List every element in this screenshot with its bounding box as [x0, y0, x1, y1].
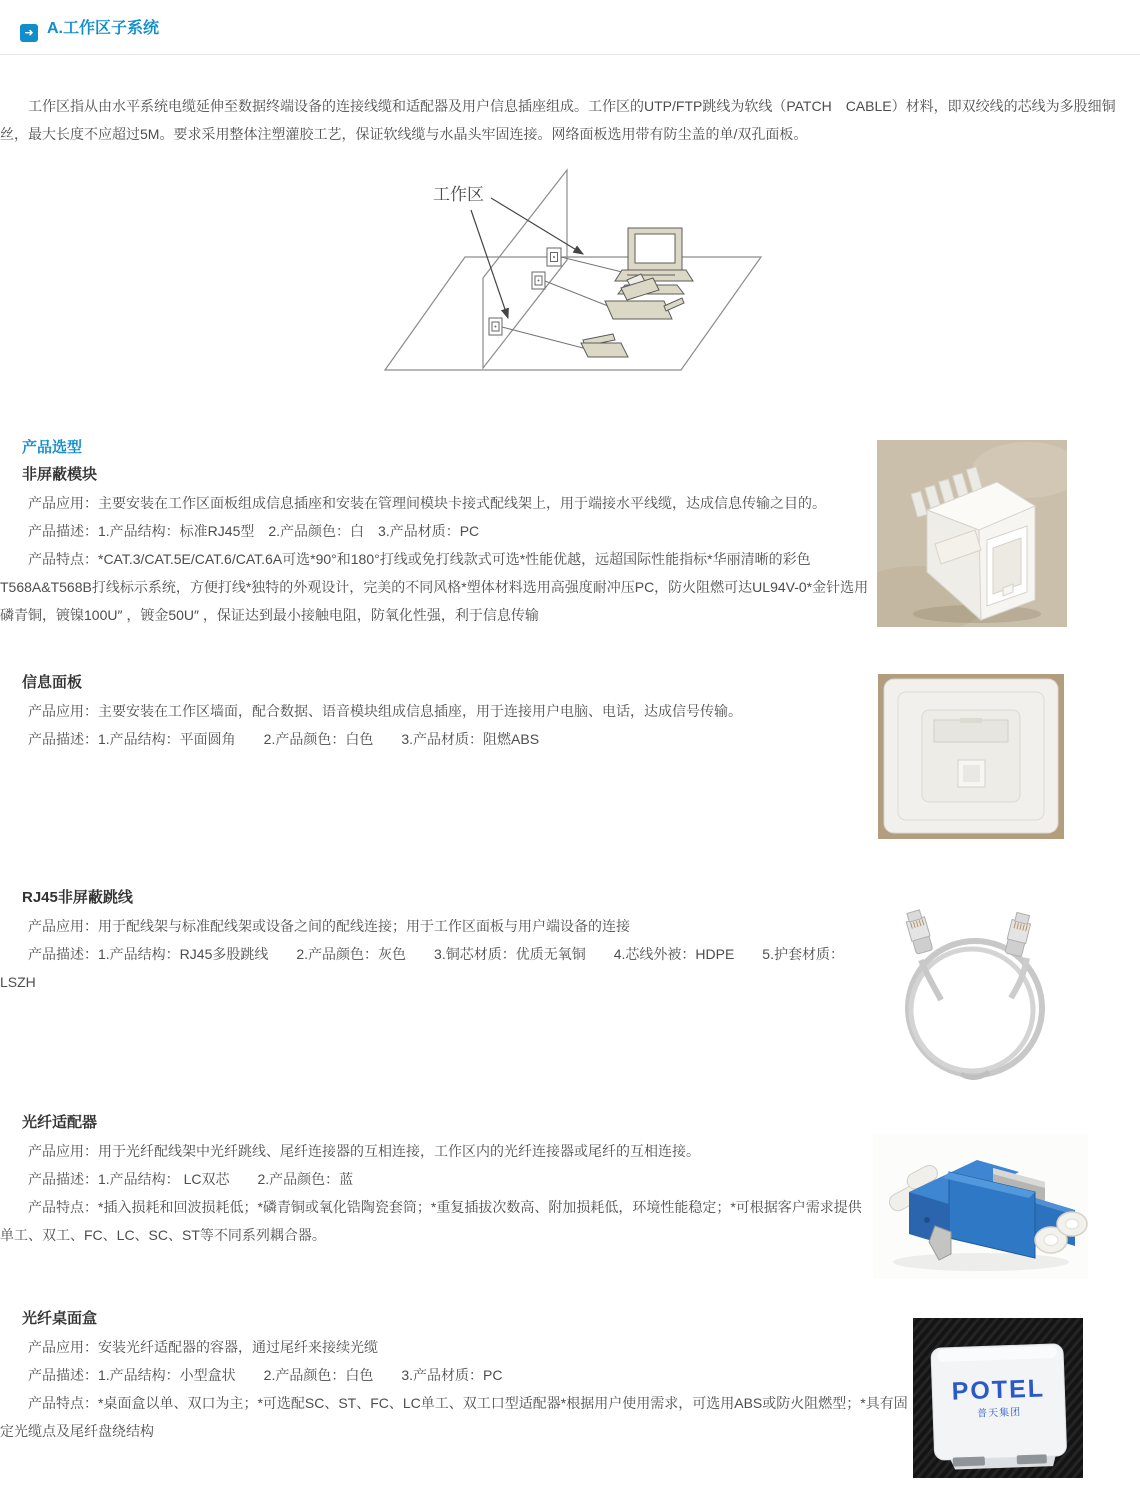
intro-paragraph: 工作区指从由水平系统电缆延伸至数据终端设备的连接线缆和适配器及用户信息插座组成。工作区的UTP/FTP跳线为软线（PATCH CABLE）材料，即双绞线的芯线为多股细铜丝，最大长度不应超过5M。要求采用整体注塑灌胶工艺，保证软线缆与水晶头牢固连接。网络面板选用带有防尘盖的单/双孔面板。: [0, 98, 1116, 142]
product-description: 产品描述：1.产品结构： LC双芯 2.产品颜色：蓝: [28, 1171, 354, 1187]
phone-icon: [581, 334, 628, 357]
product-description: 产品描述：1.产品结构：RJ45多股跳线 2.产品颜色：灰色 3.铜芯材质：优质无氧铜 4.芯线外被：HDPE 5.护套材质：LSZH: [0, 946, 844, 990]
product-application: 产品应用：主要安装在工作区墙面，配合数据、语音模块组成信息插座，用于连接用户电脑、电话，达成信号传输。: [28, 703, 742, 719]
product-heading: 非屏蔽模块: [22, 466, 98, 483]
wall-outlet-icon: [489, 248, 561, 335]
faceplate-illustration: [878, 674, 1064, 839]
product-features: 产品特点：*桌面盒以单、双口为主；*可选配SC、ST、FC、LC单工、双工口型适配器*根据用户使用需求，可选用ABS或防火阻燃型；*具有固定光缆点及尾纤盘绕结构: [0, 1395, 908, 1439]
product-section-fiber-desktop-box: [0, 1305, 1140, 1478]
faceplate-photo: [878, 674, 1064, 839]
page-title: A.工作区子系统: [47, 20, 160, 37]
product-application: 产品应用：用于配线架与标准配线架或设备之间的配线连接；用于工作区面板与用户端设备的连接: [28, 918, 630, 934]
workarea-diagram-illustration: [375, 160, 765, 380]
potel-logo-subtext: 普天集团: [977, 1407, 1022, 1420]
product-description: 产品描述：1.产品结构：标准RJ45型 2.产品颜色：白 3.产品材质：PC: [28, 523, 480, 539]
catalog-title: 产品选型: [22, 439, 83, 456]
product-section-rj45-patch-cord: [0, 884, 1140, 1086]
product-features: 产品特点：*插入损耗和回波损耗低；*磷青铜或氧化锆陶瓷套筒；*重复插拔次数高、附加损耗低，环境性能稳定；*可根据客户需求提供单工、双工、FC、LC、SC、ST等不同系列耦合器。: [0, 1199, 862, 1243]
keystone-jack-illustration: [877, 440, 1067, 627]
page-header: [0, 0, 1140, 55]
product-application: 产品应用：主要安装在工作区面板组成信息插座和安装在管理间模块卡接式配线架上，用于端接水平线缆，达成信息传输之目的。: [28, 495, 826, 511]
product-heading: RJ45非屏蔽跳线: [22, 889, 133, 906]
product-section-info-faceplate: [0, 669, 1140, 839]
product-heading: 信息面板: [22, 674, 83, 691]
product-section-fiber-adapter: [0, 1109, 1140, 1279]
workarea-diagram: [375, 160, 765, 380]
diagram-label: 工作区: [433, 185, 484, 204]
product-description: 产品描述：1.产品结构：平面圆角 2.产品颜色：白色 3.产品材质：阻燃ABS: [28, 731, 540, 747]
product-application: 产品应用：用于光纤配线架中光纤跳线、尾纤连接器的互相连接，工作区内的光纤连接器或尾纤的互相连接。: [28, 1143, 700, 1159]
desktop-box-illustration: [913, 1318, 1083, 1478]
product-heading: 光纤桌面盒: [22, 1310, 98, 1327]
keystone-jack-photo: [877, 440, 1067, 627]
product-application: 产品应用：安装光纤适配器的容器，通过尾纤来接续光缆: [28, 1339, 378, 1355]
fiber-adapter-photo: [873, 1134, 1088, 1279]
product-description: 产品描述：1.产品结构：小型盒状 2.产品颜色：白色 3.产品材质：PC: [28, 1367, 503, 1383]
product-heading: 光纤适配器: [22, 1114, 98, 1131]
patch-cord-illustration: [877, 896, 1073, 1086]
patch-cord-photo: [877, 896, 1073, 1086]
potel-logo-text: POTEL: [951, 1374, 1046, 1406]
fiber-adapter-illustration: [873, 1134, 1088, 1279]
product-features: 产品特点：*CAT.3/CAT.5E/CAT.6/CAT.6A可选*90°和180°打线或免打线款式可选*性能优越，远超国际性能指标*华丽清晰的彩色T568A&T568B打线标示系统，方便打线*独特的外观设计，完美的不同风格*塑体材料选用高强度耐冲压PC，防火阻燃可达UL94V-0*金针选用磷青铜，镀镍100U″ ，镀金50U″ ，保证达到最小接触电阻，防氧化性强，利于信息传输: [0, 551, 869, 623]
desktop-box-photo: [913, 1318, 1083, 1478]
arrow-right-icon: ➜: [20, 24, 38, 42]
product-section-unshielded-module: [0, 435, 1140, 629]
